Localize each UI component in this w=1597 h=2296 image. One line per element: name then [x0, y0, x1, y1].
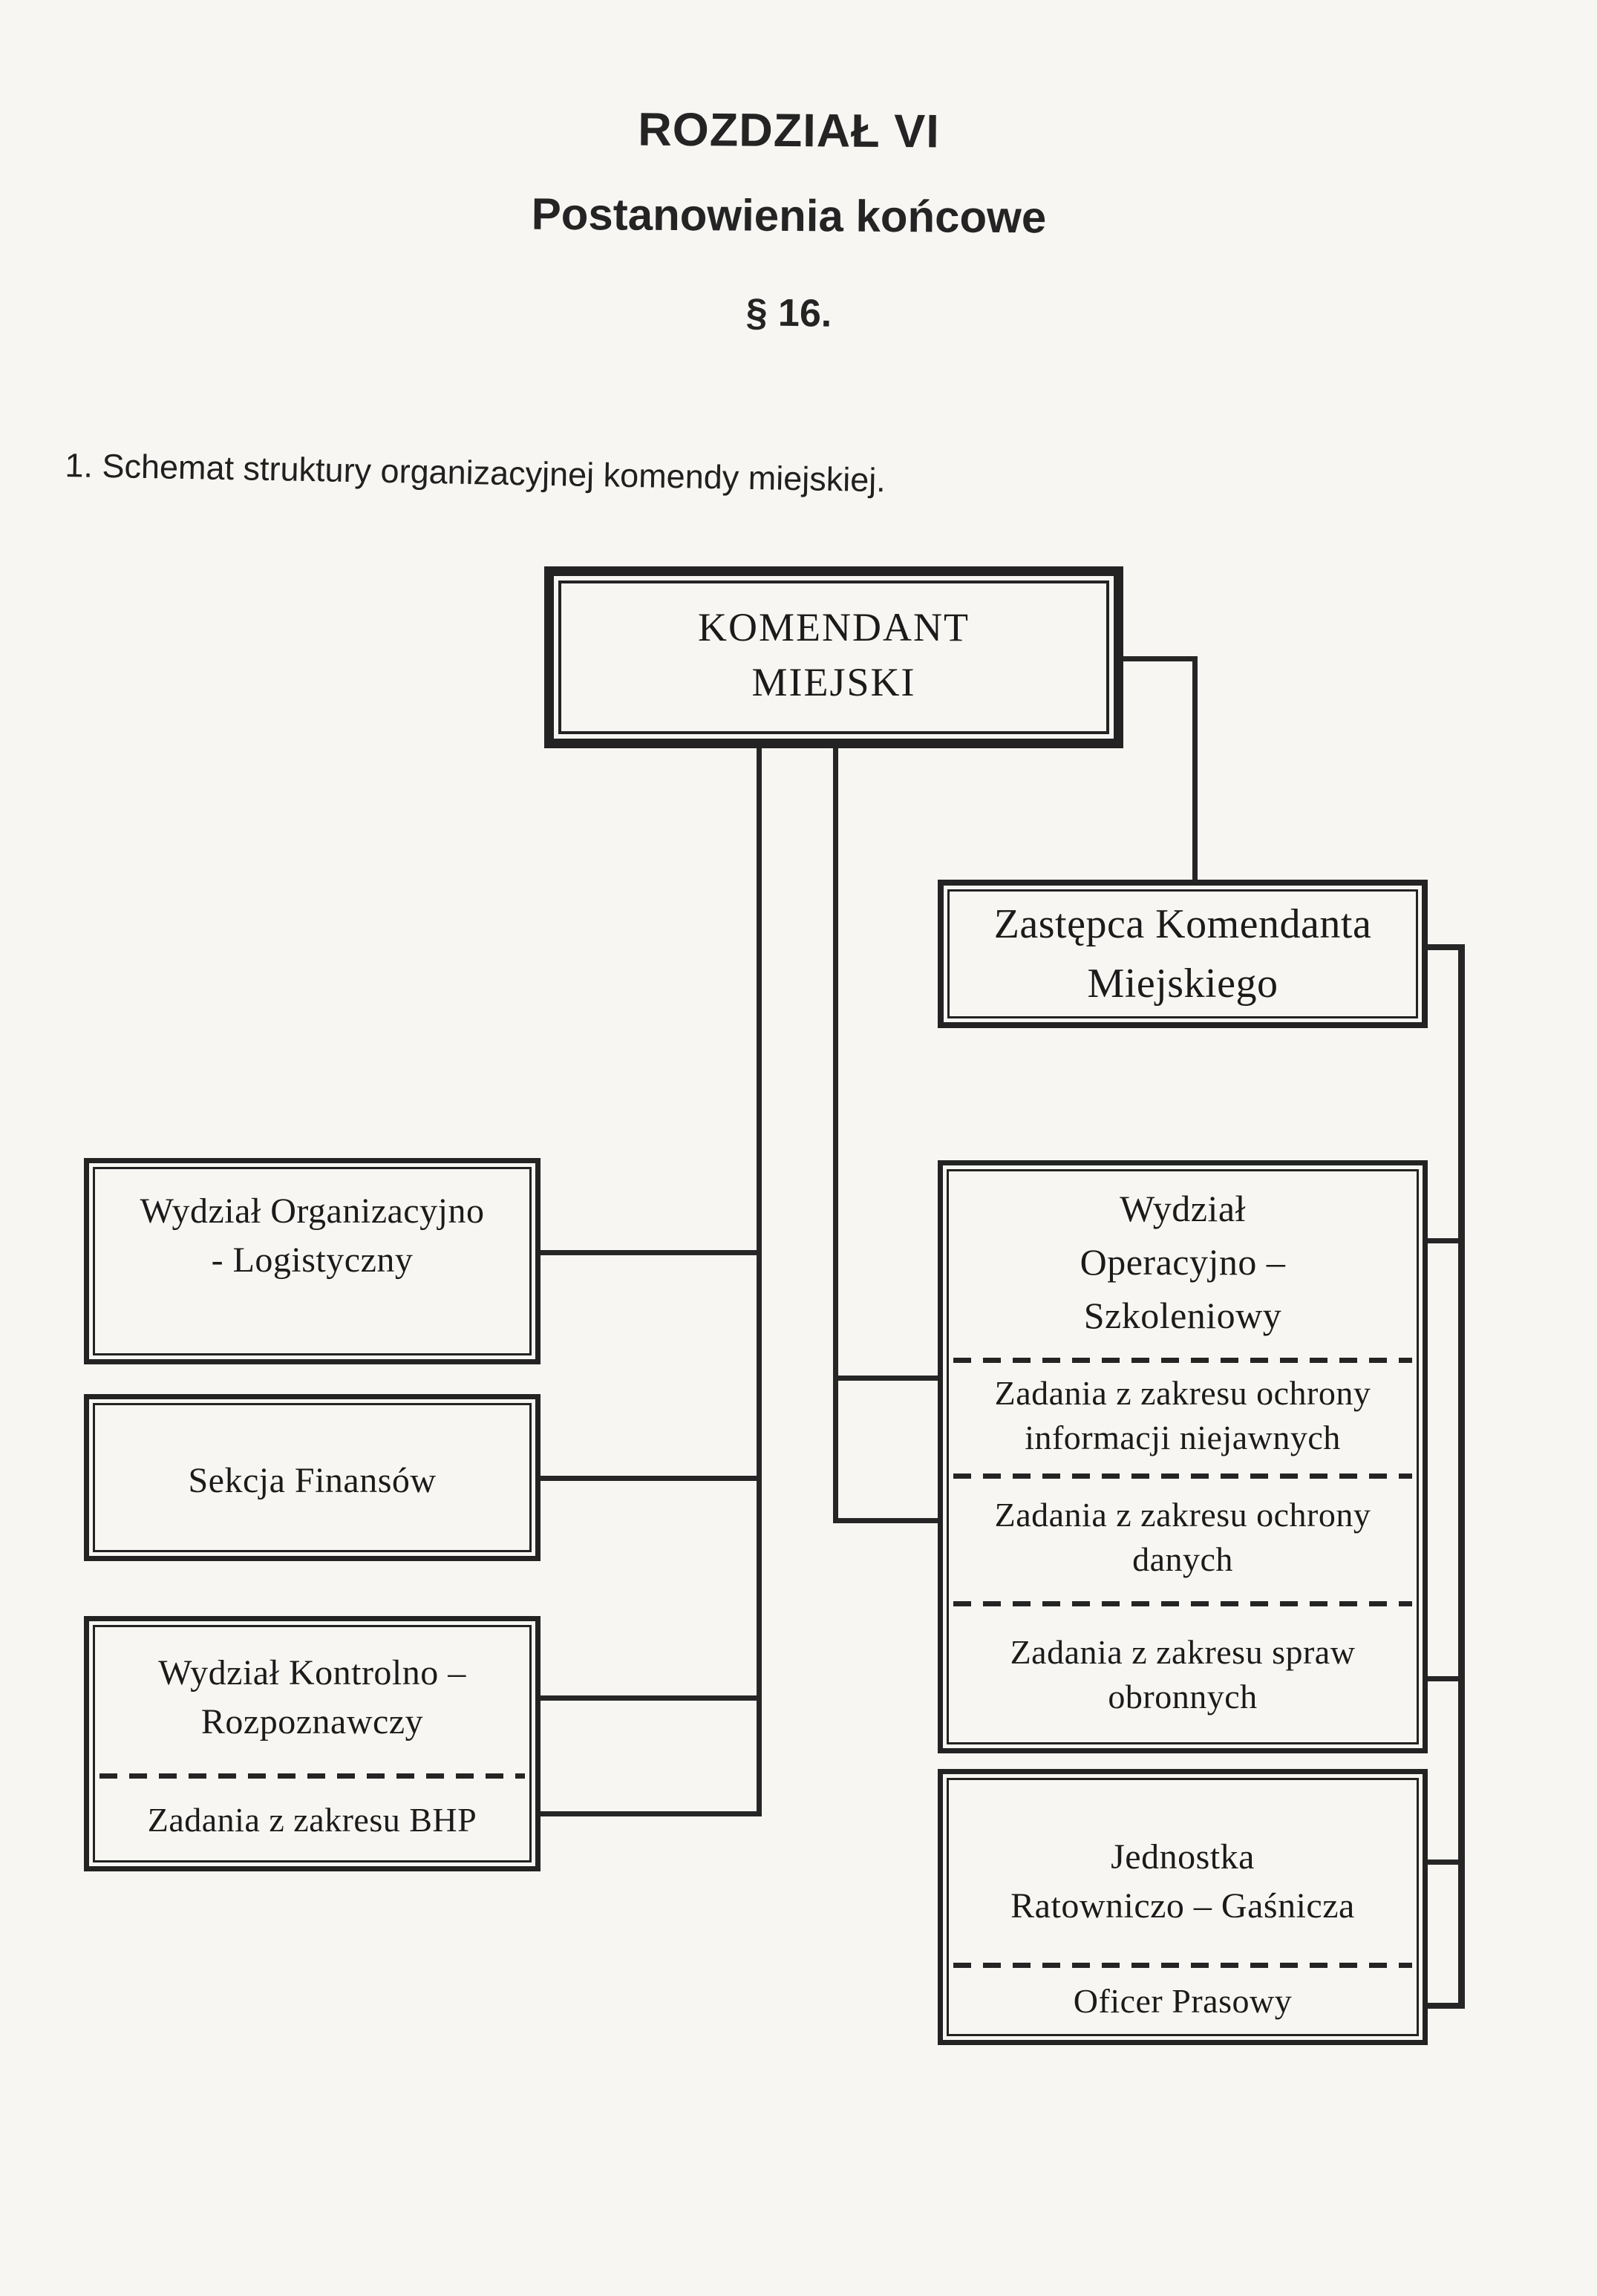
box-label: Wydział Organizacyjno — [140, 1191, 485, 1231]
box-label: Zastępca Komendanta — [993, 901, 1372, 947]
connector-right-bus — [1458, 944, 1465, 2009]
box-label: MIEJSKI — [751, 660, 916, 704]
box-label: Jednostka — [1111, 1837, 1255, 1877]
box-label: Operacyjno – — [1080, 1240, 1286, 1283]
connector-komendant-right-drop — [833, 747, 838, 1523]
box-sublabel: Zadania z zakresu BHP — [147, 1800, 477, 1839]
connector-ochrona-danych — [833, 1518, 941, 1523]
box-label: - Logistyczny — [211, 1240, 414, 1280]
connector-sekcja-finansow — [538, 1476, 762, 1481]
box-jednostka-ratowniczo-gasnicza — [938, 1769, 1428, 2045]
box-sublabel: Oficer Prasowy — [1073, 1982, 1293, 2020]
box-label: Wydział Kontrolno – — [158, 1652, 466, 1692]
connector-komendant-to-zastepca-v — [1192, 656, 1198, 883]
connector-bus-obronne — [1424, 1676, 1461, 1681]
chapter-heading: ROZDZIAŁ VI — [638, 103, 940, 158]
box-label: Wydział — [1120, 1187, 1246, 1229]
connector-wydzial-kontrolno — [538, 1695, 762, 1701]
connector-zadania-bhp — [538, 1811, 762, 1816]
box-label: Miejskiego — [1087, 961, 1278, 1007]
box-sublabel: obronnych — [1108, 1678, 1258, 1716]
connector-bus-jednostka — [1424, 1860, 1461, 1865]
box-label: Sekcja Finansów — [188, 1460, 437, 1500]
section-heading: Postanowienia końcowe — [531, 189, 1047, 243]
box-komendant-miejski — [544, 566, 1123, 748]
connector-ochrona-informacji — [833, 1376, 941, 1381]
connector-bus-operacyjno — [1424, 1238, 1461, 1243]
box-sublabel: Zadania z zakresu ochrony — [994, 1496, 1371, 1534]
connector-komendant-to-zastepca-h — [1117, 656, 1198, 661]
box-sublabel: Zadania z zakresu spraw — [1010, 1633, 1356, 1671]
box-label: Szkoleniowy — [1083, 1294, 1282, 1336]
connector-bus-oficer — [1424, 2003, 1461, 2009]
box-sublabel: danych — [1132, 1540, 1233, 1578]
box-sekcja-finansow — [84, 1394, 541, 1561]
paragraph-mark: § 16. — [745, 291, 832, 336]
intro-line: 1. Schemat struktury organizacyjnej komendy miejskiej. — [65, 445, 886, 500]
box-wydzial-kontrolno-rozpoznawczy — [84, 1616, 541, 1871]
box-zastepca-komendanta — [938, 880, 1428, 1028]
box-sublabel: informacji niejawnych — [1025, 1419, 1341, 1456]
connector-wydzial-org — [538, 1250, 762, 1255]
connector-komendant-left-drop — [757, 747, 762, 1816]
box-sublabel: Zadania z zakresu ochrony — [994, 1374, 1371, 1412]
box-wydzial-operacyjno-szkoleniowy — [938, 1160, 1428, 1753]
box-label: Ratowniczo – Gaśnicza — [1010, 1886, 1355, 1926]
box-label: KOMENDANT — [698, 605, 970, 650]
box-wydzial-organizacyjno-logistyczny — [84, 1158, 541, 1364]
box-label: Rozpoznawczy — [200, 1701, 424, 1741]
